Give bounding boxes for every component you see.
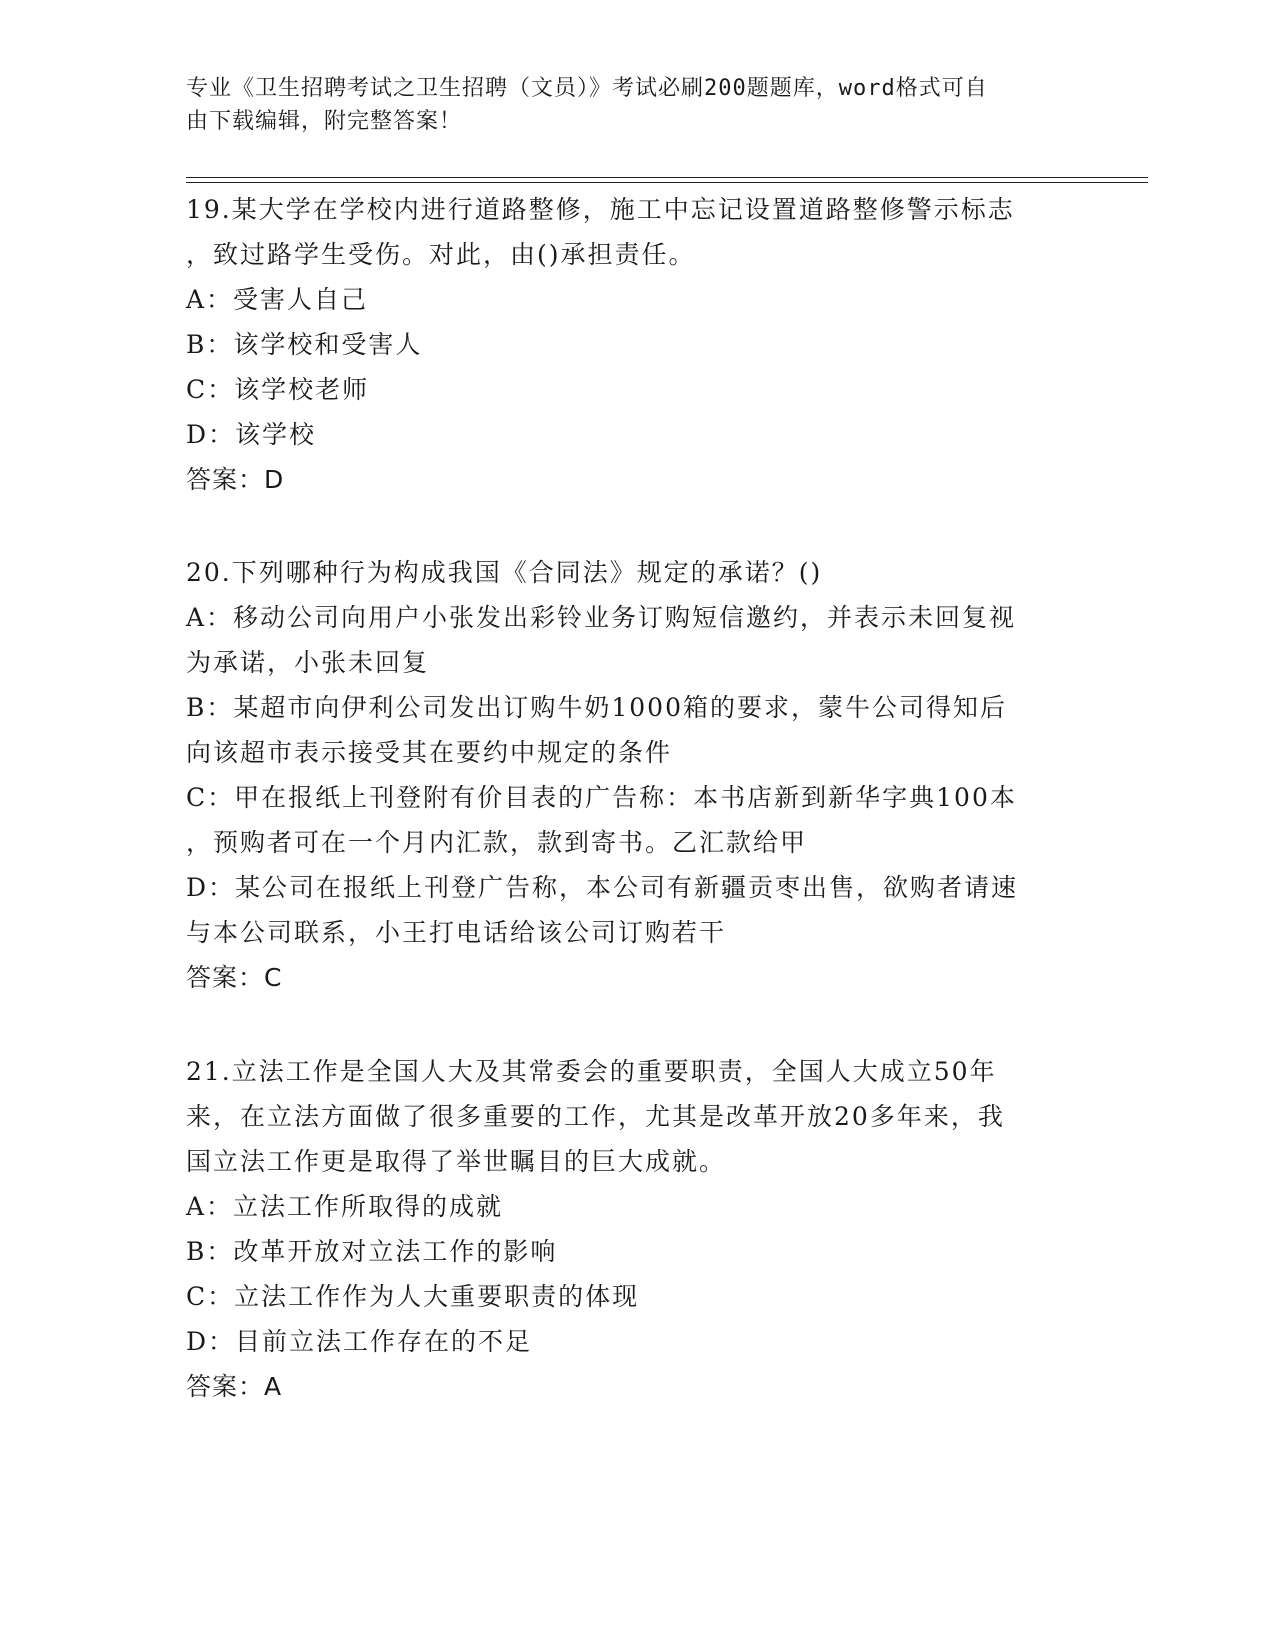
question-21 (186, 1049, 1066, 1409)
option-d-line: 与本公司联系，小王打电话给该公司订购若干 (186, 918, 727, 947)
question-stem-line: 来，在立法方面做了很多重要的工作，尤其是改革开放20多年来，我 (186, 1102, 1005, 1131)
option-c-line: ，预购者可在一个月内汇款，款到寄书。乙汇款给甲 (186, 828, 808, 857)
option-d-line: D：某公司在报纸上刊登广告称，本公司有新疆贡枣出售，欲购者请速 (186, 873, 1019, 902)
header-line-1: 专业《卫生招聘考试之卫生招聘（文员）》考试必刷200题题库，word格式可自 (186, 76, 988, 101)
question-stem-line: 21.立法工作是全国人大及其常委会的重要职责，全国人大成立50年 (186, 1057, 997, 1086)
option-c-line: C：甲在报纸上刊登附有价目表的广告称：本书店新到新华字典100本 (186, 783, 1017, 812)
document-header (186, 72, 1076, 138)
answer-line: 答案：C (186, 963, 283, 992)
option-b: B：该学校和受害人 (186, 330, 423, 359)
question-19 (186, 187, 1066, 502)
question-stem-line: 国立法工作更是取得了举世瞩目的巨大成就。 (186, 1147, 727, 1176)
option-a: A：立法工作所取得的成就 (186, 1192, 504, 1221)
header-divider-bottom (186, 182, 1148, 183)
question-stem-line: ，致过路学生受伤。对此，由()承担责任。 (186, 240, 696, 269)
option-c: C：该学校老师 (186, 375, 370, 404)
answer-line: 答案：D (186, 465, 285, 494)
option-b-line: B：某超市向伊利公司发出订购牛奶1000箱的要求，蒙牛公司得知后 (186, 693, 1007, 722)
option-a-line: 为承诺，小张未回复 (186, 648, 430, 677)
answer-line: 答案：A (186, 1372, 283, 1401)
option-a-line: A：移动公司向用户小张发出彩铃业务订购短信邀约，并表示未回复视 (186, 603, 1017, 632)
option-b: B：改革开放对立法工作的影响 (186, 1237, 558, 1266)
option-c: C：立法工作作为人大重要职责的体现 (186, 1282, 640, 1311)
question-stem-line: 20.下列哪种行为构成我国《合同法》规定的承诺？() (186, 558, 823, 587)
header-line-2: 由下载编辑，附完整答案！ (186, 109, 463, 134)
option-b-line: 向该超市表示接受其在要约中规定的条件 (186, 738, 673, 767)
option-a: A：受害人自己 (186, 285, 369, 314)
option-d: D：该学校 (186, 420, 317, 449)
header-divider-top (186, 177, 1148, 178)
option-d: D：目前立法工作存在的不足 (186, 1327, 533, 1356)
question-stem-line: 19.某大学在学校内进行道路整修，施工中忘记设置道路整修警示标志 (186, 195, 1015, 224)
question-20 (186, 550, 1066, 1000)
